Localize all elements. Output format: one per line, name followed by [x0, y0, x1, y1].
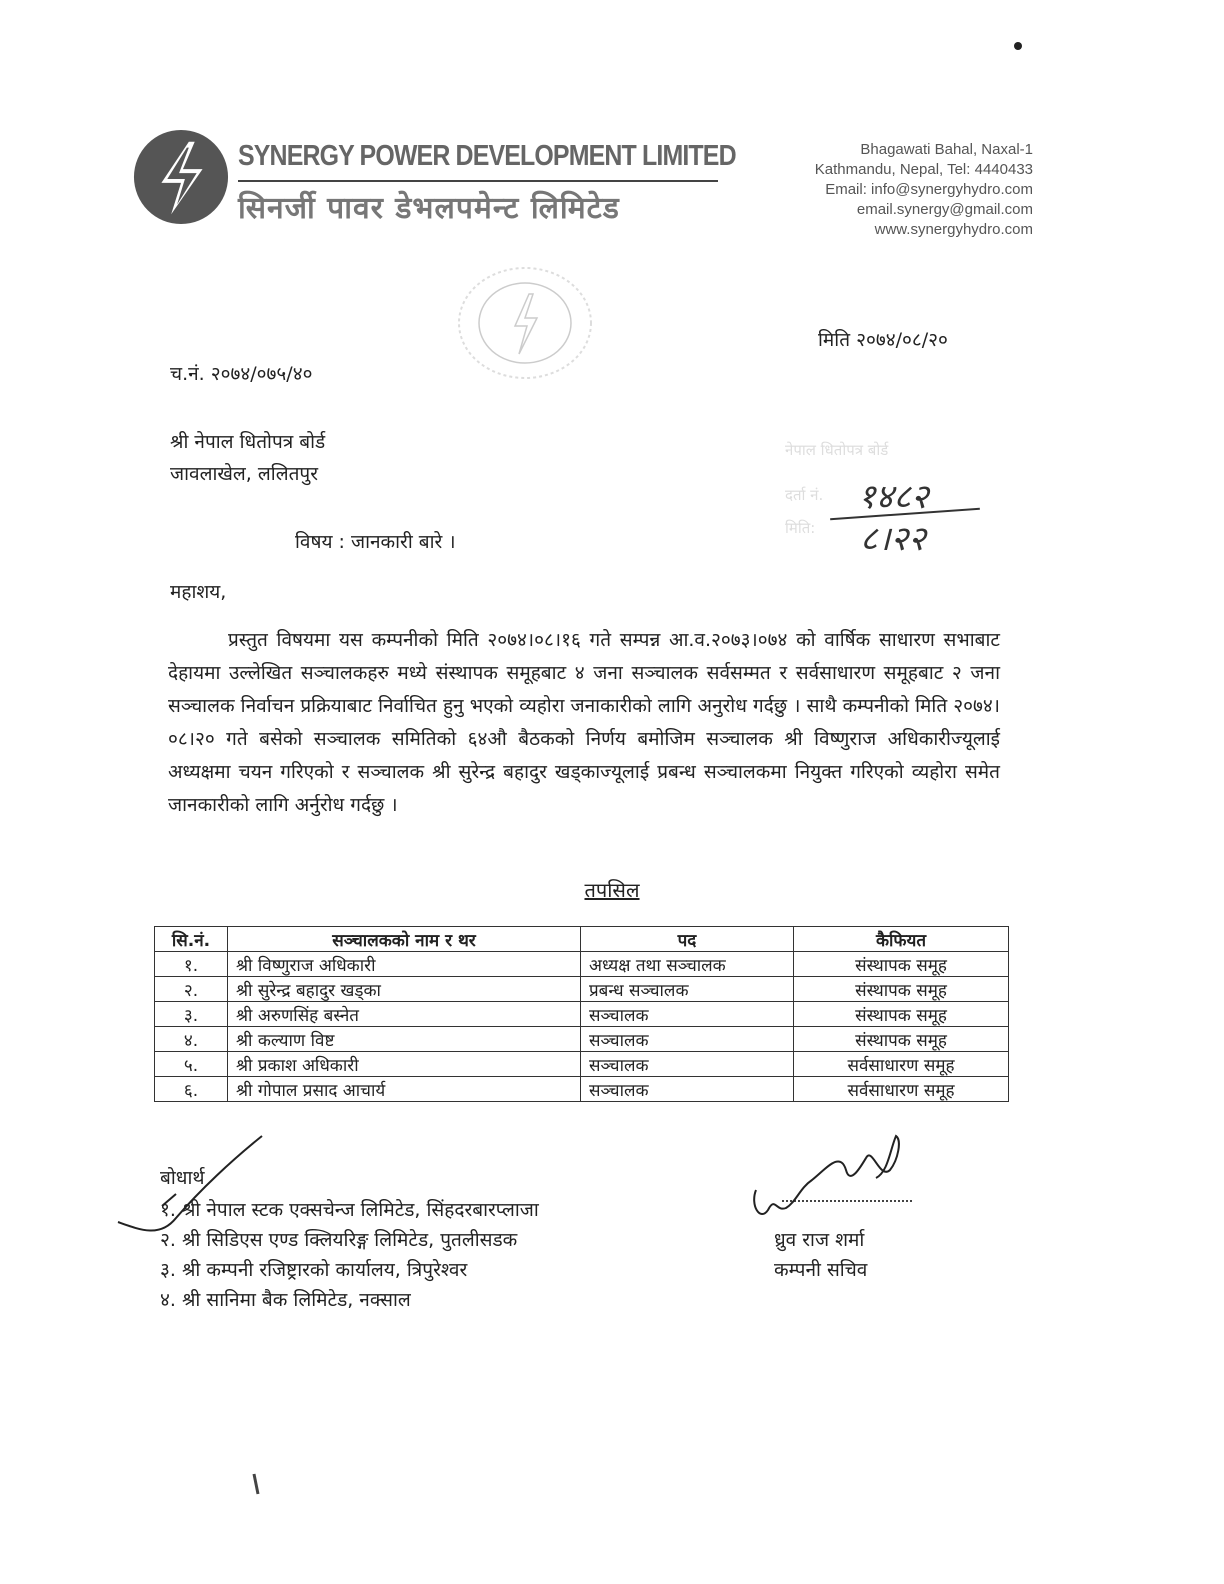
address-line: Bhagawati Bahal, Naxal-1 [860, 141, 1033, 158]
cell-serial: ४. [155, 1027, 228, 1052]
cell-name: श्री अरुणसिंह बस्नेत [228, 1002, 581, 1027]
cell-serial: ५. [155, 1052, 228, 1077]
cc-item: ३. श्री कम्पनी रजिष्ट्रारको कार्यालय, त्रिपुरेश्वर [160, 1259, 468, 1281]
signatory-name: ध्रुव राज शर्मा [774, 1229, 865, 1251]
address-line: Email: info@synergyhydro.com [825, 181, 1033, 198]
address-line: www.synergyhydro.com [874, 221, 1033, 238]
cell-remarks: संस्थापक समूह [794, 952, 1009, 977]
cc-item: २. श्री सिडिएस एण्ड क्लियरिङ्ग लिमिटेड, पुतलीसडक [160, 1229, 518, 1251]
company-name-english: SYNERGY POWER DEVELOPMENT LIMITED [238, 140, 736, 172]
cell-remarks: संस्थापक समूह [794, 1027, 1009, 1052]
cell-position: सञ्चालक [581, 1052, 794, 1077]
reference-number: च.नं. २०७४/०७५/४० [170, 363, 313, 385]
stamp-number-label: दर्ता नं. [785, 486, 824, 504]
cc-title: बोधार्थ [160, 1167, 205, 1189]
cc-item: ४. श्री सानिमा बैक लिमिटेड, नक्साल [160, 1289, 411, 1311]
company-name-nepali: सिनर्जी पावर डेभलपमेन्ट लिमिटेड [238, 191, 620, 226]
table-title-text: तपसिल [584, 878, 640, 902]
cell-position: सञ्चालक [581, 1027, 794, 1052]
stamp-number: १४८२ [858, 477, 929, 517]
handwritten-tick [118, 1136, 262, 1231]
cell-name: श्री प्रकाश अधिकारी [228, 1052, 581, 1077]
cell-name: श्री सुरेन्द्र बहादुर खड्का [228, 977, 581, 1002]
header-remarks: कैफियत [794, 927, 1009, 952]
cell-remarks: सर्वसाधारण समूह [794, 1077, 1009, 1102]
cell-serial: २. [155, 977, 228, 1002]
scan-speck [254, 1474, 258, 1494]
header-position: पद [581, 927, 794, 952]
header-serial: सि.नं. [155, 927, 228, 952]
salutation: महाशय, [170, 581, 227, 603]
cell-name: श्री गोपाल प्रसाद आचार्य [228, 1077, 581, 1102]
handwritten-stroke [162, 1194, 176, 1206]
stamp-header: नेपाल धितोपत्र बोर्ड [785, 441, 889, 459]
address-line: Kathmandu, Nepal, Tel: 4440433 [814, 161, 1033, 178]
cell-position: सञ्चालक [581, 1002, 794, 1027]
cell-remarks: संस्थापक समूह [794, 977, 1009, 1002]
cell-remarks: संस्थापक समूह [794, 1002, 1009, 1027]
stamp-date-label: मिति: [785, 519, 816, 537]
recipient-name: श्री नेपाल धितोपत्र बोर्ड [170, 431, 326, 453]
signatory-title: कम्पनी सचिव [774, 1259, 868, 1281]
cell-serial: ३. [155, 1002, 228, 1027]
handwritten-signature [754, 1136, 899, 1214]
cell-serial: ६. [155, 1077, 228, 1102]
cc-item: १. श्री नेपाल स्टक एक्सचेन्ज लिमिटेड, सिंहदरबारप्लाजा [160, 1199, 539, 1221]
cell-name: श्री कल्याण विष्ट [228, 1027, 581, 1052]
stamp-date: ८।२२ [860, 519, 926, 559]
cell-position: अध्यक्ष तथा सञ्चालक [581, 952, 794, 977]
scan-speck [1014, 42, 1022, 50]
address-line: email.synergy@gmail.com [856, 201, 1033, 218]
letter-date: मिति २०७४/०८/२० [818, 329, 948, 351]
letter-body: प्रस्तुत विषयमा यस कम्पनीको मिति २०७४।०८।१६ गते सम्पन्न आ.व.२०७३।०७४ को वार्षिक साधारण सभाबाट देहायमा उल्लेखित सञ्चालकहरु मध्ये संस्थापक समूहबाट ४ जना सञ्चालक सर्वसम्मत र सर्वसाधारण समूहबाट २ जना सञ्चालक निर्वाचन प्रक्रियाबाट निर्वाचित हुनु भएको व्यहोरा जनाकारीको लागि अनुरोध गर्दछु । साथै कम्पनीको मिति २०७४।०८।२० गते बसेको सञ्चालक समितिको ६४औ बैठकको निर्णय बमोजिम सञ्चालक श्री विष्णुराज अधिकारीज्यूलाई अध्यक्षमा चयन गरिएको र सञ्चालक श्री सुरेन्द्र बहादुर खड्काज्यूलाई प्रबन्ध सञ्चालकमा नियुक्त गरिएको व्यहोरा समेत जानकारीको लागि अर्नुरोध गर्दछु । [168, 629, 1000, 816]
letter-subject: विषय : जानकारी बारे । [295, 531, 456, 553]
cell-remarks: सर्वसाधारण समूह [794, 1052, 1009, 1077]
header-name: सञ्चालकको नाम र थर [228, 927, 581, 952]
recipient-address: जावलाखेल, ललितपुर [170, 463, 318, 485]
cell-name: श्री विष्णुराज अधिकारी [228, 952, 581, 977]
cell-position: प्रबन्ध सञ्चालक [581, 977, 794, 1002]
cell-position: सञ्चालक [581, 1077, 794, 1102]
cell-serial: १. [155, 952, 228, 977]
